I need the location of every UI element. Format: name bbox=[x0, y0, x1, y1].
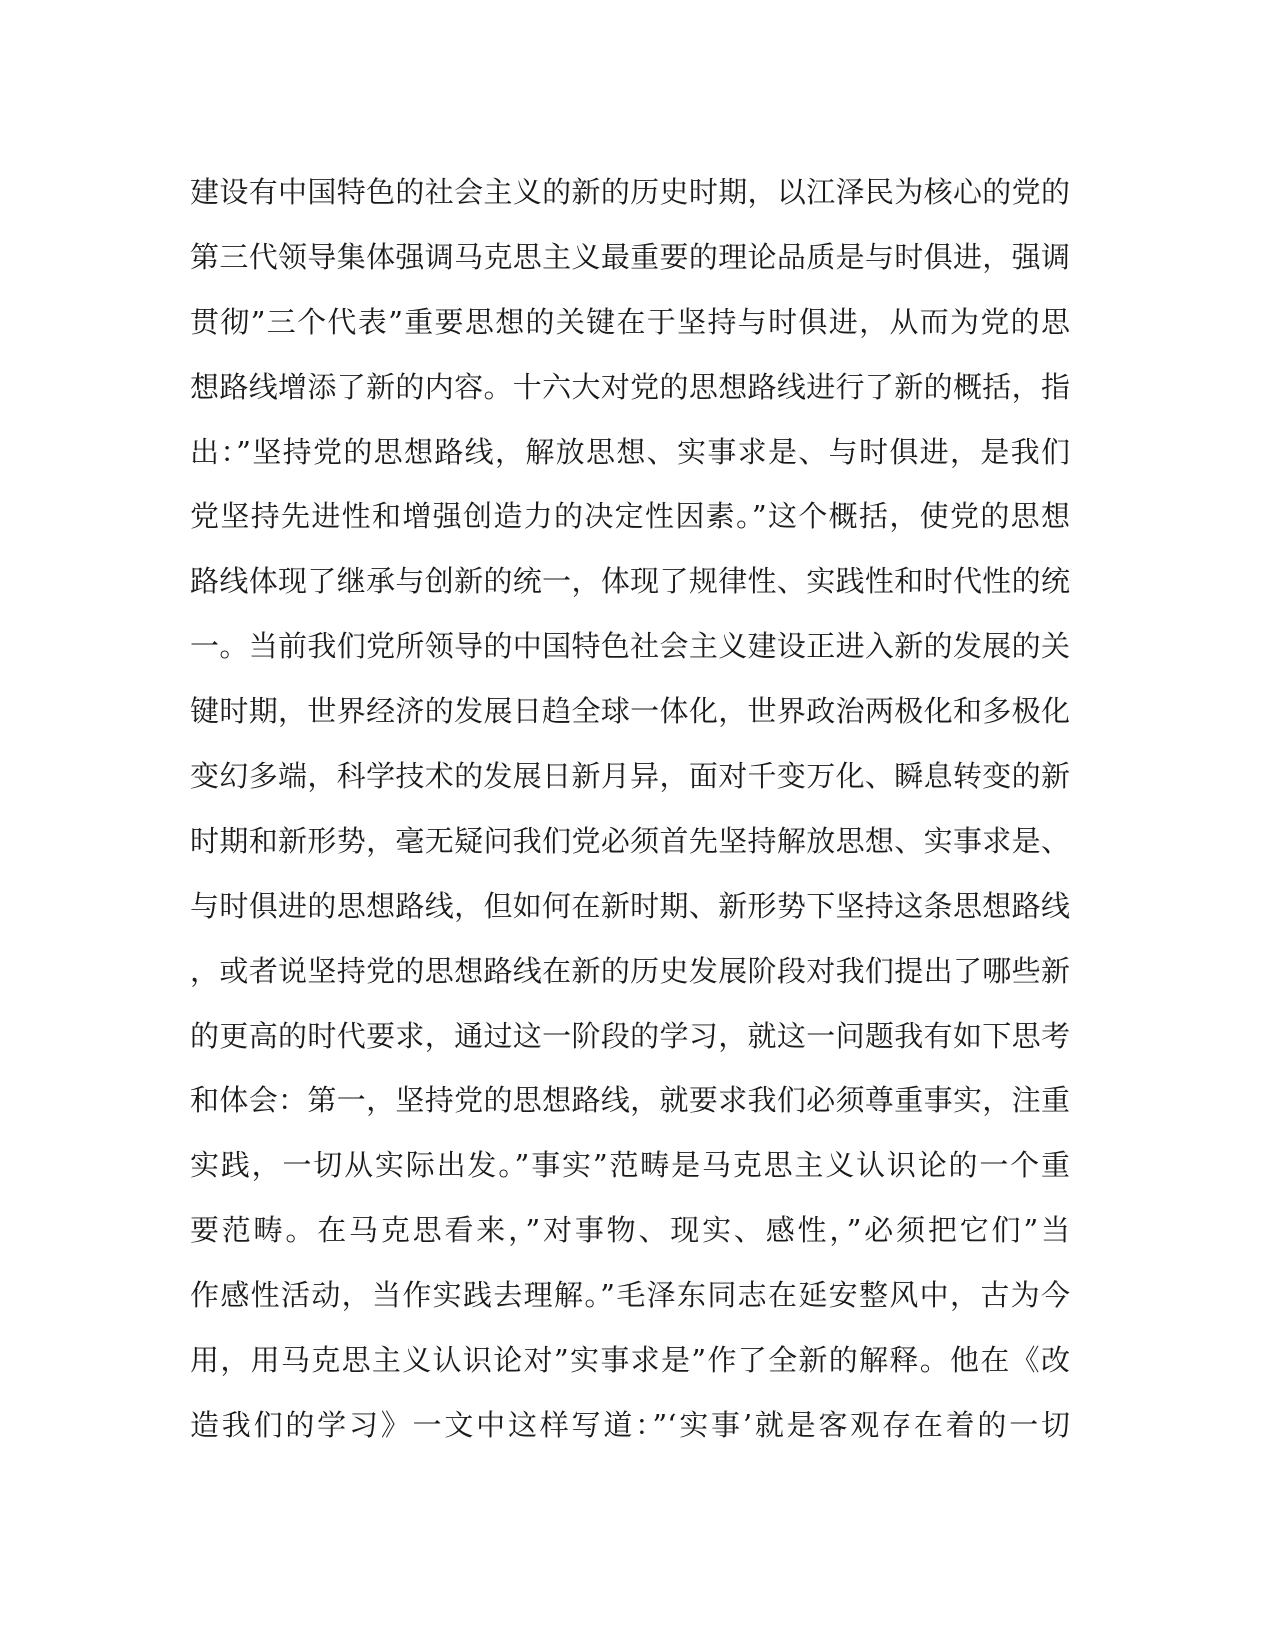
text-line: 造我们的学习》一文中这样写道：”‘实事’就是客观存在着的一切 bbox=[190, 1407, 1070, 1442]
text-line: 与时俱进的思想路线，但如何在新时期、新形势下坚持这条思想路线 bbox=[190, 888, 1070, 923]
text-line: 要范畴。在马克思看来，”对事物、现实、感性，”必须把它们”当 bbox=[190, 1213, 1070, 1248]
text-line: 用，用马克思主义认识论对”实事求是”作了全新的解释。他在《改 bbox=[190, 1343, 1070, 1378]
text-line: 出：”坚持党的思想路线，解放思想、实事求是、与时俱进，是我们 bbox=[190, 434, 1070, 469]
text-line: 实践，一切从实际出发。”事实”范畴是马克思主义认识论的一个重 bbox=[190, 1148, 1070, 1183]
text-line: 作感性活动，当作实践去理解。”毛泽东同志在延安整风中，古为今 bbox=[190, 1278, 1070, 1313]
text-line: 路线体现了继承与创新的统一，体现了规律性、实践性和时代性的统 bbox=[190, 564, 1070, 599]
text-line: 第三代领导集体强调马克思主义最重要的理论品质是与时俱进，强调 bbox=[190, 239, 1070, 274]
text-line: 键时期，世界经济的发展日趋全球一体化，世界政治两极化和多极化 bbox=[190, 694, 1070, 729]
text-line: 的更高的时代要求，通过这一阶段的学习，就这一问题我有如下思考 bbox=[190, 1018, 1070, 1053]
text-line: 建设有中国特色的社会主义的新的历史时期，以江泽民为核心的党的 bbox=[190, 175, 1070, 209]
body-text bbox=[190, 160, 1070, 1458]
text-line: 变幻多端，科学技术的发展日新月异，面对千变万化、瞬息转变的新 bbox=[190, 759, 1070, 794]
text-line: 一。当前我们党所领导的中国特色社会主义建设正进入新的发展的关 bbox=[190, 629, 1070, 664]
text-line: 和体会：第一，坚持党的思想路线，就要求我们必须尊重事实，注重 bbox=[190, 1083, 1070, 1118]
text-line: ，或者说坚持党的思想路线在新的历史发展阶段对我们提出了哪些新 bbox=[190, 953, 1070, 988]
text-line: 时期和新形势，毫无疑问我们党必须首先坚持解放思想、实事求是、 bbox=[190, 823, 1070, 858]
text-line: 想路线增添了新的内容。十六大对党的思想路线进行了新的概括，指 bbox=[190, 369, 1070, 404]
text-line: 贯彻”三个代表”重要思想的关键在于坚持与时俱进，从而为党的思 bbox=[190, 304, 1070, 339]
text-line: 党坚持先进性和增强创造力的决定性因素。”这个概括，使党的思想 bbox=[190, 499, 1070, 534]
